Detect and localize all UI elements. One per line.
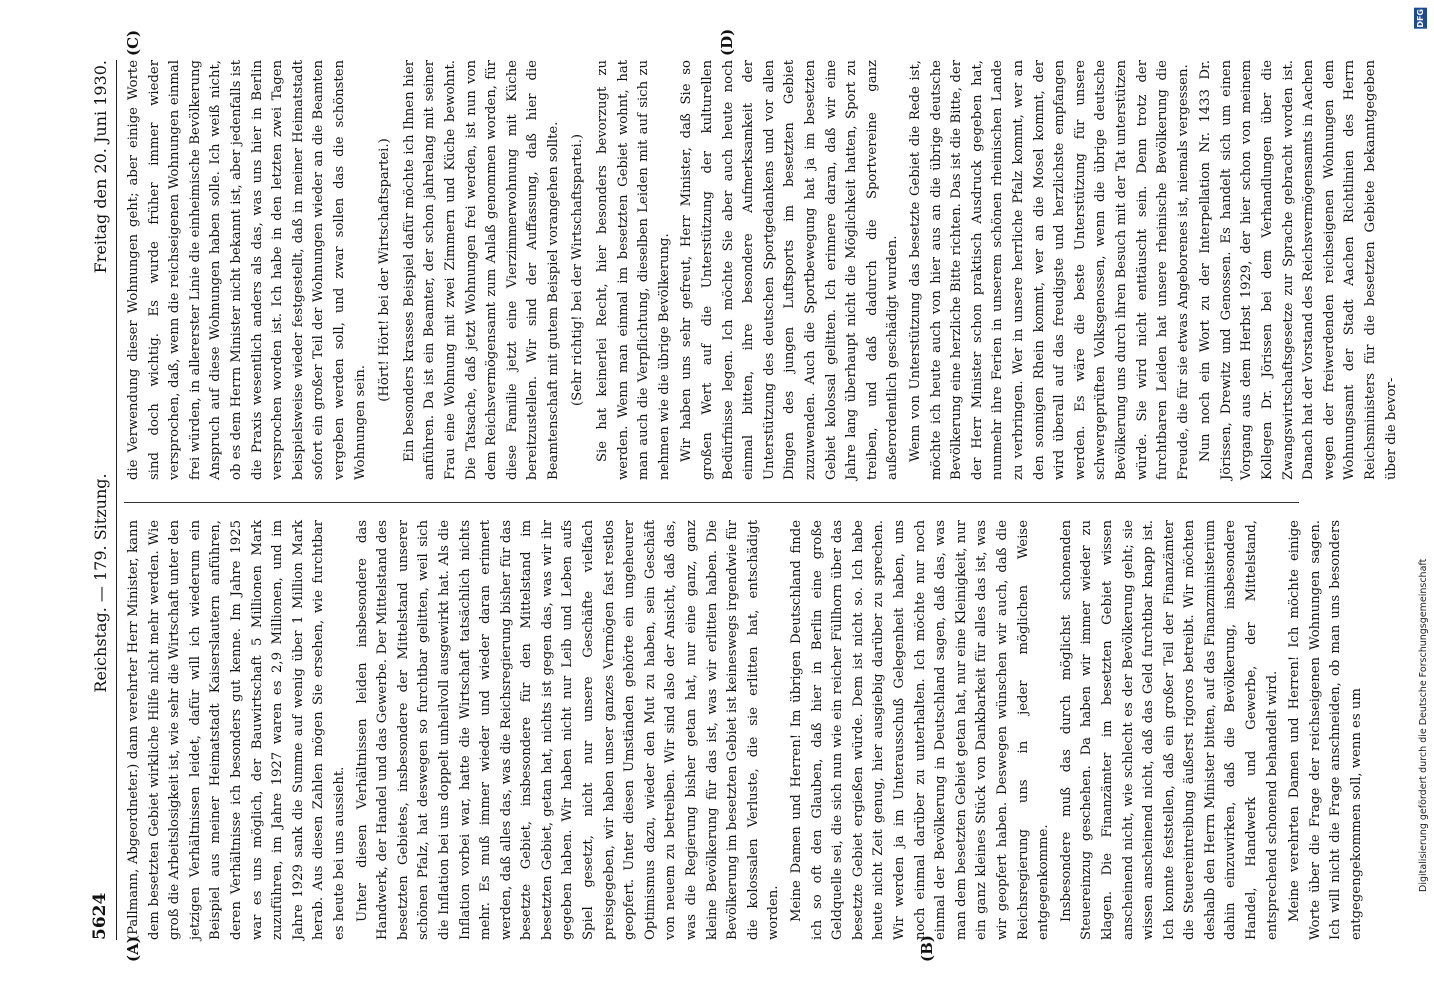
paragraph: Meine verehrten Damen und Herren! Ich möchte einige Worte über die Frage der reichseigenen Wohnungen sagen. Ich will nicht die Frage anschneiden, ob man uns besonders entgegengekommen soll, wenn es um bbox=[1287, 520, 1365, 940]
column-divider bbox=[124, 502, 1299, 503]
margin-marker-d: (D) bbox=[718, 28, 736, 56]
margin-marker-a: (A) bbox=[124, 936, 142, 962]
paragraph: Wenn von Unterstützung das besetzte Gebiet die Rede ist, möchte ich heute auch von hier aus an die übrige deutsche Bevölkerung eine herzliche Bitte richten. Das ist die Bitte, der der Herr Minister schon praktisch Ausdruck gegeben hat, nunmehr ihre Ferien in unserem schönen rheinischen Lande zu verbringen. Wer in unsere herrliche Pfalz kommt, wer an den sonnigen Rhein kommt, wer an die Mosel kommt, der wird überall auf das freudigste und herzlichste empfangen werden. Es wäre die beste Unterstützung für unsere schwergeprüften Volksgenossen, wenn die übrige deutsche Bevölkerung uns durch ihren Besuch mit der Tat unterstützen würde. Sie wird nicht enttäuscht sein. Denn trotz der furchtbaren Leiden hat unsere rheinische Bevölkerung die Freude, die für sie etwas Angeborenes ist, niemals vergessen. bbox=[907, 60, 1191, 480]
interjection: (Hört! Hört! bei der Wirtschaftspartei.) bbox=[377, 138, 393, 402]
paragraph: Nun noch ein Wort zu der Interpellation Nr. 1433 Dr. Jörissen, Drewitz und Genossen. Es handelt sich um einen Vorgang aus dem Herbst 1929, der hier schon von meinem Kollegen Dr. Jörissen bei dem Verhandlungen über die Zwangswirtschaftsgesetze zur Sprache gebracht worden ist. Danach hat der Vorstand des Reichsvermögensamts in Aachen wegen der freiwerdenden reichseigenen Wohnungen dem Wohnungsamt der Stadt Aachen Richtlinien des Herrn Reichsministers für die besetzten Gebiete bekanntgegeben über die bevor- bbox=[1198, 60, 1399, 480]
text-column-right bbox=[124, 60, 1404, 480]
paragraph: Unter diesen Verhältnissen leiden insbesondere das Handwerk, der Handel und das Gewerbe. Der Mittelstand des besetzten Gebietes, insbesondere der Mittelstand unserer schönen Pfalz, hat deswegen so furchtbar gelitten, weil sich die Inflation bei uns doppelt unheilvoll ausgewirkt hat. Als die Inflation vorbei war, hatte die Wirtschaft tatsächlich nichts mehr. Es muß immer wieder und wieder daran erinnert werden, daß alles das, was die Reichsregierung bisher für das besetzte Gebiet, insbesondere für den Mittelstand im besetzten Gebiet, getan hat, nichts ist gegen das, was wir ihr gegeben haben. Wir haben nicht nur Leib und Leben aufs Spiel gesetzt, nicht nur unsere Geschäfte vielfach preisgegeben, wir haben unser ganzes Vermögen fast restlos geopfert. Unter diesen Umständen gehörte ein ungeheurer Optimismus dazu, wieder den Mut zu haben, sein Geschäft von neuem zu betreiben. Wir sind also der Ansicht, daß das, was die Regierung bisher getan hat, nur eine ganz, ganz kleine Bevölkerung für das ist, was wir erlitten haben. Die Bevölkerung im besetzten Gebiet ist keineswegs irgendwie für die kolossalen Verluste, die sie erlitten hat, entschädigt worden. bbox=[354, 520, 782, 940]
session-title: Reichstag. — 179. Sitzung. bbox=[90, 473, 110, 693]
paragraph: (Pallmann, Abgeordneter.) dann verehrter Herr Minister, kann dem besetzten Gebiet wirkliche Hilfe nicht mehr werden. Wie groß die Arbeitslosigkeit ist, wie sehr die Wirtschaft unter den jetzigen Verhältnissen leidet, dafür will ich wiederum ein Beispiel aus meiner Heimatstadt Kaiserslautern anführen, deren Verhältnisse ich besonders gut kenne. Im Jahre 1925 war es uns möglich, der Bauwirtschaft 5 Millionen Mark zuzuführen, im Jahre 1927 waren es 2,9 Millionen, und im Jahre 1929 sank die Summe auf wenig über 1 Million Mark herab. Aus diesen Zahlen mögen Sie ersehen, wie furchtbar es heute bei uns aussieht. bbox=[126, 520, 347, 940]
session-date: Freitag den 20. Juni 1930. bbox=[90, 60, 110, 274]
margin-marker-c: (C) bbox=[124, 29, 142, 56]
paragraph: Insbesondere muß das durch möglichst schonenden Steuereinzug geschehen. Da haben wir immer wieder zu klagen. Die Finanzämter im besetzten Gebiet wissen anscheinend nicht, wie schlecht es der Bevölkerung geht; sie wissen anscheinend nicht, daß das Geld furchtbar knapp ist. Ich konnte feststellen, daß ein großer Teil der Finanzämter die Steuereintreibung äußerst rigoros betreibt. Wir möchten deshalb den Herrn Minister bitten, auf das Finanzministerium dahin einzuwirken, daß die Bevölkerung, insbesondere Handel, Handwerk und Gewerbe, der Mittelstand, entsprechend schonend behandelt wird. bbox=[1058, 520, 1280, 940]
sidebar-credit: Digitalisierung gefördert durch die Deutsche Forschungsgemeinschaft bbox=[1418, 558, 1429, 892]
page-number: 5624 bbox=[90, 892, 110, 940]
paragraph: Sie hat keinerlei Recht, hier besonders bevorzugt zu werden. Wenn man einmal im besetzten Gebiet wohnt, hat man auch die Verpflichtung, dieselben Leiden mit auf sich zu nehmen wie die übrige Bevölkerung. bbox=[595, 60, 672, 480]
dfg-logo: DFG bbox=[1416, 9, 1425, 28]
paragraph: Wir haben uns sehr gefreut, Herr Minister, daß Sie so großen Wert auf die Unterstützung der kulturellen Bedürfnisse legen. Ich möchte Sie aber auch heute noch einmal bitten, ihre besondere Aufmerksamkeit der Unterstützung des deutschen Sportgedankens und vor allen Dingen des jungen Luftsports im besetzten Gebiet zuzuwenden. Auch die Sportbewegung hat ja im besetzten Gebiet kolossal gelitten. Ich erinnere daran, daß wir eine Jahre lang überhaupt nicht die Möglichkeit hatten, Sport zu treiben, und daß dadurch die Sportvereine ganz außerordentlich geschädigt wurden. bbox=[679, 60, 901, 480]
text-column-left bbox=[124, 520, 1370, 940]
paragraph: Ein besonders krasses Beispiel dafür möchte ich Ihnen hier anführen. Da ist ein Beamter, der schon jahrelang mit seiner Frau eine Wohnung mit zwei Zimmern und Küche bewohnt. Die Tatsache, daß jetzt Wohnungen frei werden, ist nun von dem Reichsvermögensamt zum Anlaß genommen worden, für diese Familie jetzt eine Vierzimmerwohnung mit Küche bereitzustellen. Wir sind der Auffassung, daß hier die Beamtenschaft mit gutem Beispiel vorangehen sollte. bbox=[401, 60, 561, 480]
interjection: (Sehr richtig! bei der Wirtschaftspartei.) bbox=[570, 133, 586, 407]
paragraph: die Verwendung dieser Wohnungen geht; aber einige Worte sind doch wichtig. Es wurde früher immer wieder versprochen, daß, wenn die reichseigenen Wohnungen einmal frei würden, in allererster Linie die einheimische Bevölkerung Anspruch auf diese Wohnungen haben solle. Ich weiß nicht, ob es dem Herrn Minister nicht bekannt ist, aber jedenfalls ist die Praxis wesentlich anders als das, was uns hier in Berlin versprochen worden ist. Ich habe in den letzten zwei Tagen beispielsweise wieder festgestellt, daß in meiner Heimatstadt sofort ein großer Teil der Wohnungen wieder an die Beamten vergeben werden soll, und zwar sollen das die schönsten Wohnungen sein. bbox=[126, 60, 368, 480]
paragraph: Meine Damen und Herren! Im übrigen Deutschland finde ich so oft den Glauben, daß hier in Berlin eine große Geldquelle sei, die sich nun wie ein reicher Füllhorn über das besetzte Gebiet ergießen würde. Dem ist nicht so. Ich habe heute nicht Zeit genug, hier ausgiebig darüber zu sprechen. Wir werden ja im Unterausschuß Gelegenheit haben, uns noch einmal darüber zu unterhalten. Ich möchte nur noch einmal der Bevölkerung in Deutschland sagen, daß das, was man dem besetzten Gebiet getan hat, nur eine Kleinigkeit, nur ein ganz kleines Stück von Dankbarkeit für alles das ist, was wir geopfert haben. Deswegen wünschen wir auch, daß die Reichsregierung uns in jeder möglichen Weise entgegenkomme. bbox=[789, 520, 1052, 940]
margin-marker-b: (B) bbox=[918, 935, 936, 962]
page-header bbox=[84, 60, 117, 940]
